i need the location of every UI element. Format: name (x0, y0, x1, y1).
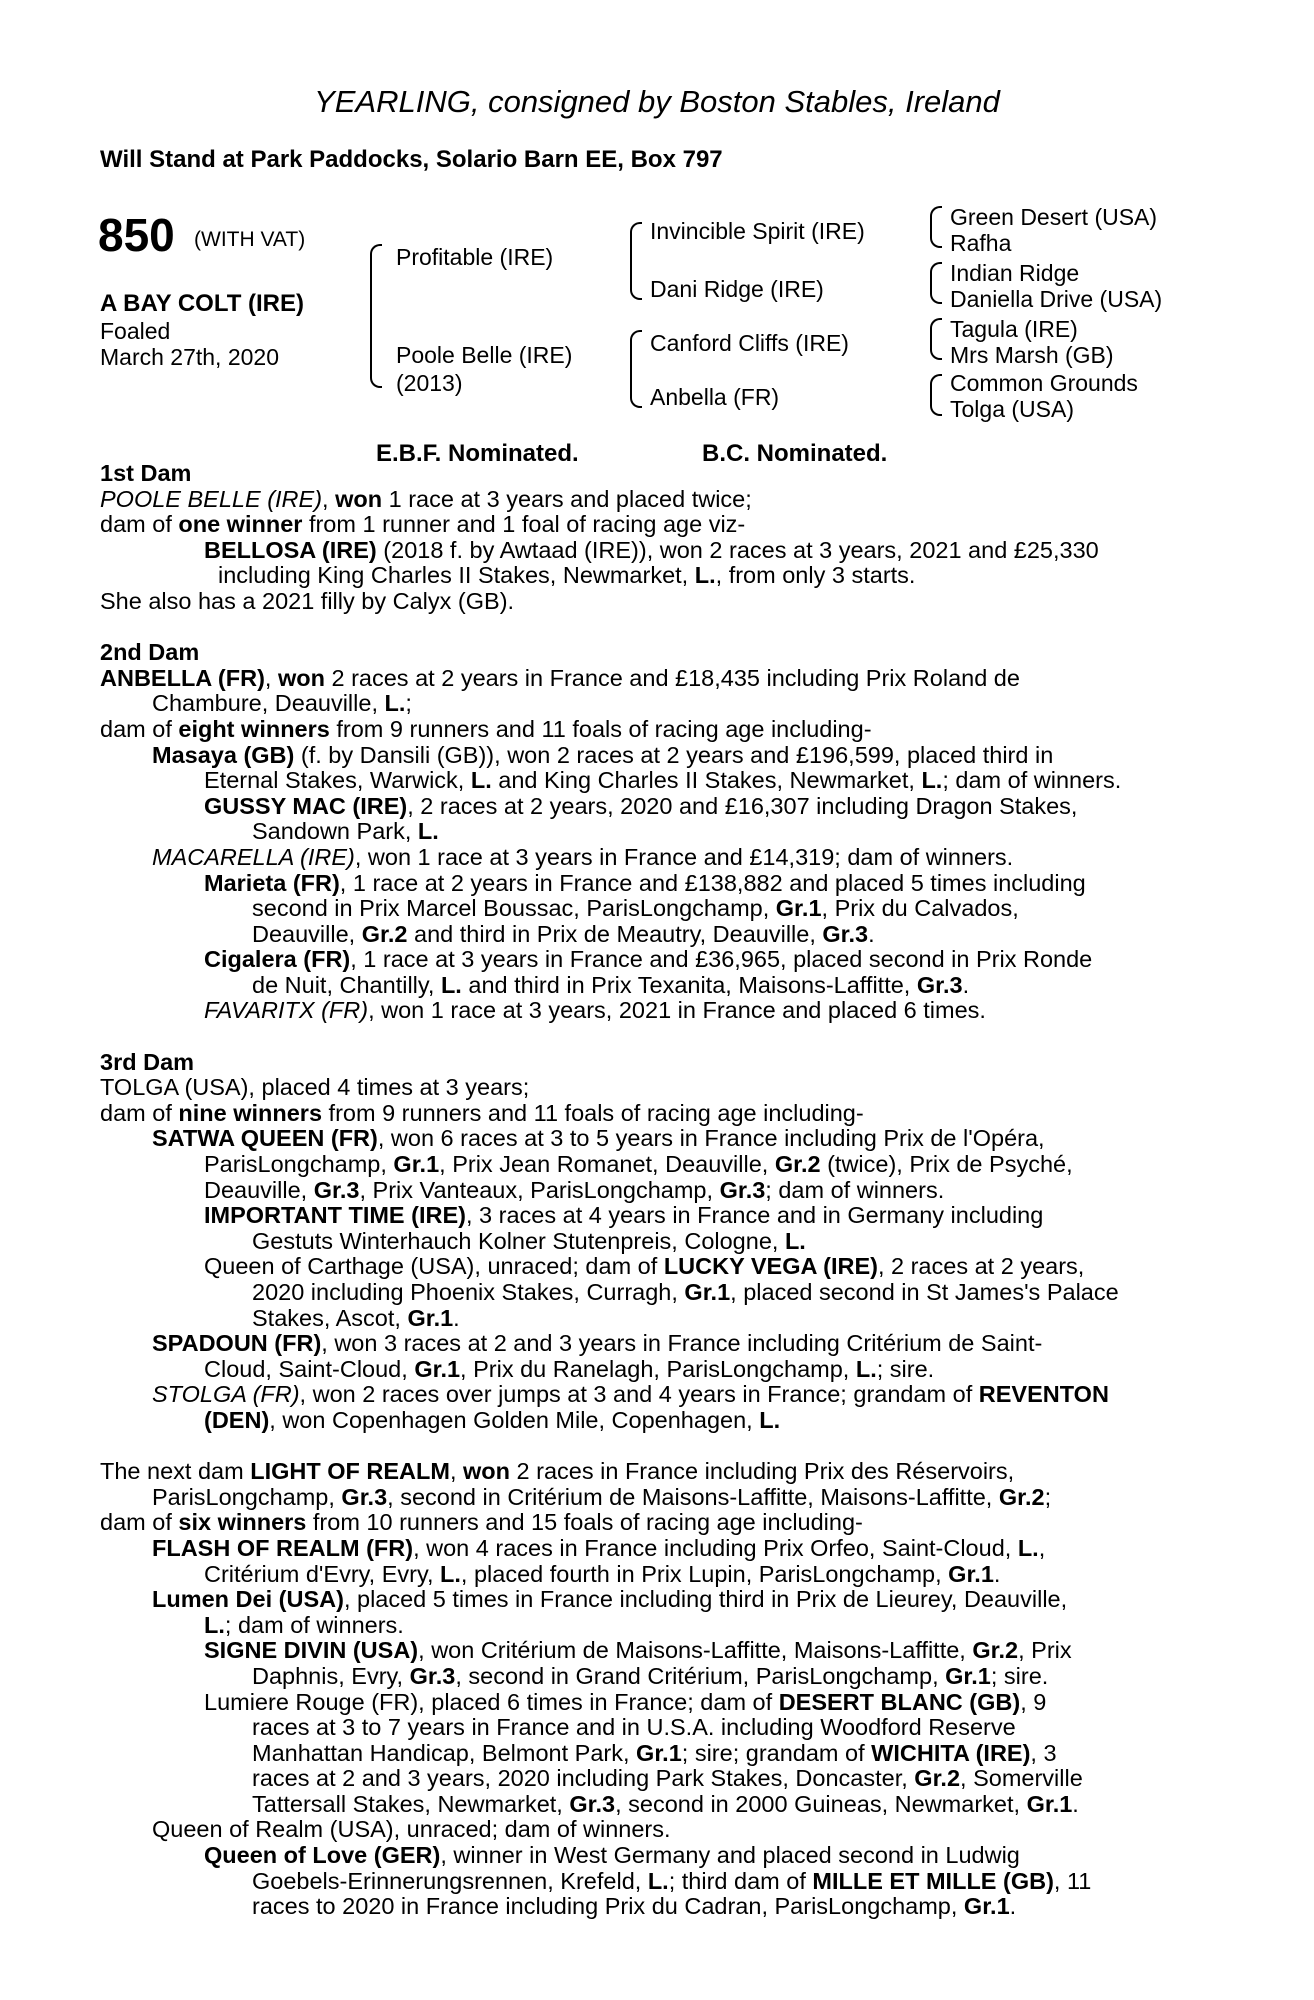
text-run: L. (921, 767, 943, 794)
text-run: , (449, 1458, 464, 1485)
text-run: ; (1044, 1483, 1052, 1510)
text-run: Gr.1 (393, 1151, 440, 1178)
text-run: STOLGA (FR) (152, 1381, 300, 1408)
text-line (100, 1382, 1214, 1408)
text-line (100, 1638, 1214, 1664)
pedigree-sire-sire: Invincible Spirit (IRE) (650, 218, 865, 244)
text-run: BELLOSA (IRE) (204, 536, 377, 563)
text-run: L. (694, 562, 716, 589)
text-run: SIGNE DIVIN (USA) (204, 1637, 419, 1664)
text-run: L. (470, 767, 492, 794)
text-run: including King Charles II Stakes, Newmarket, (218, 562, 695, 589)
pedigree-dam: Poole Belle (IRE) (396, 342, 573, 368)
text-run: DESERT BLANC (GB) (778, 1688, 1021, 1715)
text-run: , placed fourth in Prix Lupin, ParisLongchamp, (460, 1560, 949, 1587)
text-run: , 11 (1053, 1867, 1092, 1894)
text-line (100, 1690, 1214, 1716)
text-line (100, 1613, 1214, 1639)
text-run: , 1 race at 2 years in France and £138,882 and placed 5 times including (339, 869, 1086, 896)
text-run: L. (417, 818, 439, 845)
text-line (100, 845, 1214, 871)
text-line (100, 1894, 1214, 1920)
text-run: Marieta (FR) (204, 869, 340, 896)
text-line (100, 1280, 1214, 1306)
text-run: ; dam of winners. (942, 767, 1122, 794)
text-run: second in Prix Marcel Boussac, ParisLongchamp, (252, 895, 776, 922)
pedigree-dam-year: (2013) (396, 370, 463, 396)
text-run: Queen of Carthage (USA), unraced; dam of (204, 1253, 664, 1280)
text-run: , Somerville (960, 1765, 1083, 1792)
text-line (100, 1817, 1214, 1843)
text-run: , 3 races at 4 years in France and in Germany including (465, 1202, 1044, 1229)
text-run: Chambure, Deauville, (152, 690, 385, 717)
text-line (100, 1306, 1214, 1332)
text-line (100, 922, 1214, 948)
text-run: Tattersall Stakes, Newmarket, (252, 1790, 570, 1817)
text-run: , second in Critérium de Maisons-Laffitte, Maisons-Laffitte, (387, 1483, 999, 1510)
text-run: , (322, 485, 336, 512)
text-run: Gr.2 (774, 1151, 821, 1178)
text-run: ParisLongchamp, (204, 1151, 394, 1178)
text-run: L. (440, 971, 462, 998)
text-line (100, 1741, 1214, 1767)
text-line (100, 487, 1214, 513)
text-run: , won 2 races over jumps at 3 and 4 years in France; grandam of (299, 1381, 979, 1408)
text-run: MACARELLA (IRE) (152, 843, 355, 870)
pedigree-sire: Profitable (IRE) (396, 244, 554, 270)
text-line (100, 1357, 1214, 1383)
text-run: ; dam of winners. (224, 1611, 404, 1638)
text-run: Gr.3 (409, 1662, 456, 1689)
text-run: (DEN) (204, 1406, 270, 1433)
text-line (100, 1562, 1214, 1588)
text-run: Gr.1 (636, 1739, 682, 1766)
text-run: Queen of Realm (USA), unraced; dam of winners. (152, 1816, 671, 1843)
text-run: SPADOUN (FR) (152, 1330, 322, 1357)
text-run: Manhattan Handicap, Belmont Park, (252, 1739, 637, 1766)
pedigree-notes (100, 461, 1214, 1920)
text-run: Gr.2 (914, 1765, 961, 1792)
text-line (100, 1254, 1214, 1280)
text-run: ParisLongchamp, (152, 1483, 342, 1510)
text-run: ; sire. (876, 1355, 935, 1382)
text-run: IMPORTANT TIME (IRE) (204, 1202, 466, 1229)
text-line (100, 1408, 1214, 1434)
text-run: Gr.1 (684, 1279, 731, 1305)
text-run: , 3 (1030, 1739, 1057, 1766)
pedigree-brace-main (370, 244, 382, 388)
text-run: Gr.3 (341, 1483, 388, 1510)
text-run: Lumen Dei (USA) (152, 1586, 344, 1613)
text-run: She also has a 2021 filly by Calyx (GB). (100, 587, 515, 614)
text-run: Queen of Love (GER) (204, 1842, 441, 1869)
text-line (100, 538, 1214, 564)
text-run: POOLE BELLE (IRE) (100, 485, 323, 512)
text-run: , won 3 races at 2 and 3 years in France including Critérium de Saint- (321, 1330, 1043, 1357)
text-run: LIGHT OF REALM (250, 1458, 450, 1485)
text-run: ; sire; grandam of (681, 1739, 872, 1766)
text-run: FAVARITX (FR) (204, 997, 369, 1024)
text-run: won (277, 664, 325, 691)
text-run: , won 1 race at 3 years, 2021 in France and placed 6 times. (368, 997, 986, 1024)
pedigree-brace-g34 (930, 262, 942, 304)
pedigree-brace-dam (630, 330, 642, 408)
text-line (100, 1587, 1214, 1613)
text-run: , winner in West Germany and placed second in Ludwig (440, 1842, 1020, 1869)
text-run: Gr.3 (313, 1176, 360, 1203)
text-run: , Prix (1018, 1637, 1072, 1664)
text-line (100, 563, 1214, 589)
text-run: . (993, 1560, 1001, 1587)
page-heading: YEARLING, consigned by Boston Stables, Ireland (314, 84, 1000, 119)
text-run: , 2 races at 2 years, 2020 and £16,307 including Dragon Stakes, (407, 792, 1078, 819)
text-run: and King Charles II Stakes, Newmarket, (491, 767, 922, 794)
text-run: , second in 2000 Guineas, Newmarket, (615, 1790, 1027, 1817)
text-run: L. (759, 1406, 781, 1433)
text-line (100, 1664, 1214, 1690)
foaled-label: Foaled (100, 318, 171, 344)
text-line (100, 1510, 1214, 1536)
text-line (100, 1101, 1214, 1127)
text-line (100, 768, 1214, 794)
text-run: , from only 3 starts. (715, 562, 916, 589)
text-run: Eternal Stakes, Warwick, (204, 767, 471, 794)
text-run: , 9 (1020, 1688, 1047, 1715)
text-run: Gr.2 (361, 920, 408, 947)
pedigree-g4: Daniella Drive (USA) (950, 286, 1163, 312)
text-run: Gr.1 (775, 895, 822, 922)
foaled-date: March 27th, 2020 (100, 344, 280, 370)
text-line (100, 896, 1214, 922)
text-run: Gr.3 (916, 971, 963, 998)
text-run: ; third dam of (668, 1867, 813, 1894)
text-line (100, 1203, 1214, 1229)
text-line (100, 1869, 1214, 1895)
text-line (100, 1792, 1214, 1818)
pedigree-g3: Indian Ridge (950, 260, 1080, 286)
text-run: Daphnis, Evry, (252, 1662, 410, 1689)
text-line (100, 1331, 1214, 1357)
text-run: , placed 5 times in France including third in Prix de Lieurey, Deauville, (343, 1586, 1068, 1613)
section-third-dam: 3rd Dam (100, 1048, 195, 1075)
text-run: GUSSY MAC (IRE) (204, 792, 408, 819)
text-run: ANBELLA (FR) (100, 664, 265, 691)
text-run: , Prix du Calvados, (821, 895, 1019, 922)
pedigree-g1: Green Desert (USA) (950, 204, 1158, 230)
text-run: six winners (178, 1509, 307, 1536)
text-run: , 1 race at 3 years in France and £36,965, placed second in Prix Ronde (350, 946, 1093, 973)
pedigree-g7: Common Grounds (950, 370, 1138, 396)
text-run: 1 race at 3 years and placed twice; (382, 485, 752, 512)
text-run: Cloud, Saint-Cloud, (204, 1355, 415, 1382)
text-run: LUCKY VEGA (IRE) (663, 1253, 878, 1280)
vat-note: (WITH VAT) (194, 228, 306, 251)
text-run: Gr.1 (414, 1355, 461, 1382)
text-line (100, 1178, 1214, 1204)
text-run: The next dam (100, 1458, 251, 1485)
text-run: Gr.1 (945, 1662, 991, 1689)
text-run: , second in Grand Critérium, ParisLongchamp, (455, 1662, 946, 1689)
text-run: , won Copenhagen Golden Mile, Copenhagen, (269, 1406, 760, 1433)
text-run: L. (784, 1227, 806, 1254)
text-run: Gestuts Winterhauch Kolner Stutenpreis, Cologne, (252, 1227, 785, 1254)
text-run: L. (647, 1867, 669, 1894)
text-run: 2 races in France including Prix des Réservoirs, (510, 1458, 1015, 1485)
text-run: from 9 runners and 11 foals of racing age including- (329, 715, 872, 742)
text-run: WICHITA (IRE) (871, 1739, 1031, 1766)
pedigree-brace-sire (630, 222, 642, 300)
text-run: SATWA QUEEN (FR) (152, 1125, 378, 1152)
text-run: L. (440, 1560, 461, 1587)
text-line (100, 998, 1214, 1024)
text-line (100, 1152, 1214, 1178)
text-run: Deauville, (252, 920, 362, 947)
text-line (100, 1485, 1214, 1511)
pedigree-dam-sire: Canford Cliffs (IRE) (650, 330, 849, 356)
text-line (100, 691, 1214, 717)
text-run: L. (1017, 1534, 1039, 1561)
pedigree-g5: Tagula (IRE) (950, 316, 1078, 342)
text-run: Gr.2 (998, 1483, 1045, 1510)
text-run: REVENTON (978, 1381, 1109, 1408)
text-line (100, 743, 1214, 769)
text-run: . (453, 1304, 460, 1331)
text-run: . (1009, 1893, 1017, 1920)
text-run: won (335, 485, 383, 512)
bc-nomination: B.C. Nominated. (702, 440, 888, 467)
text-line (100, 819, 1214, 845)
text-run: , 2 races at 2 years, (877, 1253, 1085, 1280)
text-line (100, 1766, 1214, 1792)
text-run: ; (405, 690, 412, 717)
text-line (100, 794, 1214, 820)
text-run: , won 1 race at 3 years in France and £14,319; dam of winners. (354, 843, 1014, 870)
text-run: races to 2020 in France including Prix du Cadran, ParisLongchamp, (252, 1893, 964, 1920)
text-run: Gr.1 (1026, 1790, 1073, 1817)
text-line (100, 589, 1214, 615)
pedigree-sire-dam: Dani Ridge (IRE) (650, 276, 824, 302)
text-line (100, 1536, 1214, 1562)
text-run: (2018 f. by Awtaad (IRE)), won 2 races at 3 years, 2021 and £25,330 (376, 536, 1099, 563)
text-run: (twice), Prix de Psyché, (820, 1151, 1073, 1178)
text-run: , won 4 races in France including Prix Orfeo, Saint-Cloud, (413, 1534, 1018, 1561)
text-run: dam of (100, 511, 179, 538)
pedigree-g6: Mrs Marsh (GB) (950, 342, 1114, 368)
text-run: Cigalera (FR) (204, 946, 351, 973)
text-run: (f. by Dansili (GB)), won 2 races at 2 years and £196,599, placed third in (294, 741, 1054, 768)
text-run: dam of (100, 1099, 179, 1126)
text-run: FLASH OF REALM (FR) (152, 1534, 414, 1561)
text-run: , placed second in St James's Palace (730, 1279, 1119, 1305)
text-line (100, 1459, 1214, 1485)
pedigree-brace-g78 (930, 374, 942, 416)
text-run: , won 6 races at 3 to 5 years in France including Prix de l'Opéra, (377, 1125, 1045, 1152)
text-run: Gr.1 (948, 1560, 994, 1587)
text-line (100, 717, 1214, 743)
text-line (100, 973, 1214, 999)
pedigree-dam-dam: Anbella (FR) (650, 384, 780, 410)
text-run: L. (855, 1355, 877, 1382)
text-run: races at 3 to 7 years in France and in U.S.A. including Woodford Reserve (252, 1714, 1016, 1741)
text-run: and third in Prix de Meautry, Deauville, (407, 920, 823, 947)
text-run: Gr.1 (407, 1304, 454, 1331)
lot-number: 850 (98, 209, 175, 261)
text-run: , (264, 664, 278, 691)
text-run: . (1072, 1790, 1079, 1817)
text-run: Goebels-Erinnerungsrennen, Krefeld, (252, 1867, 648, 1894)
text-line (100, 512, 1214, 538)
text-run: won (463, 1458, 511, 1485)
text-line (100, 1126, 1214, 1152)
text-run: nine winners (178, 1099, 323, 1126)
text-run: Deauville, (204, 1176, 314, 1203)
text-run: , Prix Vanteaux, ParisLongchamp, (359, 1176, 720, 1203)
text-run: Gr.1 (963, 1893, 1010, 1920)
text-run: ; dam of winners. (765, 1176, 945, 1203)
text-run: L. (384, 690, 406, 717)
text-run: one winner (178, 511, 303, 538)
text-run: Critérium d'Evry, Evry, (204, 1560, 441, 1587)
text-run: Gr.3 (822, 920, 869, 947)
text-run: de Nuit, Chantilly, (252, 971, 441, 998)
text-run: Sandown Park, (252, 818, 418, 845)
text-run: dam of (100, 715, 179, 742)
text-run: , Prix Jean Romanet, Deauville, (439, 1151, 775, 1178)
text-run: and third in Prix Texanita, Maisons-Laffitte, (461, 971, 917, 998)
pedigree-g8: Tolga (USA) (950, 396, 1074, 422)
pedigree-g2: Rafha (950, 230, 1012, 256)
text-line (100, 1075, 1214, 1101)
text-run: , (1038, 1534, 1046, 1561)
text-run: from 9 runners and 11 foals of racing age including- (322, 1099, 864, 1126)
section-second-dam: 2nd Dam (100, 639, 200, 666)
text-run: 2020 including Phoenix Stakes, Curragh, (252, 1279, 685, 1305)
stand-location: Will Stand at Park Paddocks, Solario Barn EE, Box 797 (100, 146, 723, 173)
pedigree-brace-g12 (930, 206, 942, 248)
text-run: Gr.2 (972, 1637, 1019, 1664)
text-line (100, 871, 1214, 897)
text-run: MILLE ET MILLE (GB) (812, 1867, 1054, 1894)
text-run: , won Critérium de Maisons-Laffitte, Maisons-Laffitte, (418, 1637, 973, 1664)
text-run: TOLGA (USA), placed 4 times at 3 years; (100, 1074, 530, 1101)
ebf-nomination: E.B.F. Nominated. (376, 440, 579, 467)
text-line (100, 666, 1214, 692)
text-run: Gr.3 (719, 1176, 766, 1203)
text-line (100, 1843, 1214, 1869)
text-run: Stakes, Ascot, (252, 1304, 408, 1331)
text-run: Lumiere Rouge (FR), placed 6 times in France; dam of (204, 1688, 779, 1715)
text-run: 2 races at 2 years in France and £18,435 including Prix Roland de (324, 664, 1020, 691)
text-run: dam of (100, 1509, 179, 1536)
text-run: L. (204, 1611, 225, 1638)
text-run: Gr.3 (569, 1790, 616, 1817)
text-line (100, 947, 1214, 973)
text-line (100, 1715, 1214, 1741)
text-run: eight winners (178, 715, 330, 742)
section-first-dam: 1st Dam (100, 460, 192, 486)
text-run: , Prix du Ranelagh, ParisLongchamp, (460, 1355, 856, 1382)
text-run: races at 2 and 3 years, 2020 including Park Stakes, Doncaster, (252, 1765, 915, 1792)
text-line (100, 1229, 1214, 1255)
text-run: Masaya (GB) (152, 741, 295, 768)
text-run: . (962, 971, 970, 998)
text-run: from 10 runners and 15 foals of racing age including- (306, 1509, 863, 1536)
text-run: . (868, 920, 875, 947)
text-run: from 1 runner and 1 foal of racing age viz- (302, 511, 746, 538)
pedigree-brace-g56 (930, 318, 942, 360)
text-run: ; sire. (990, 1662, 1049, 1689)
horse-name: A BAY COLT (IRE) (100, 290, 305, 317)
